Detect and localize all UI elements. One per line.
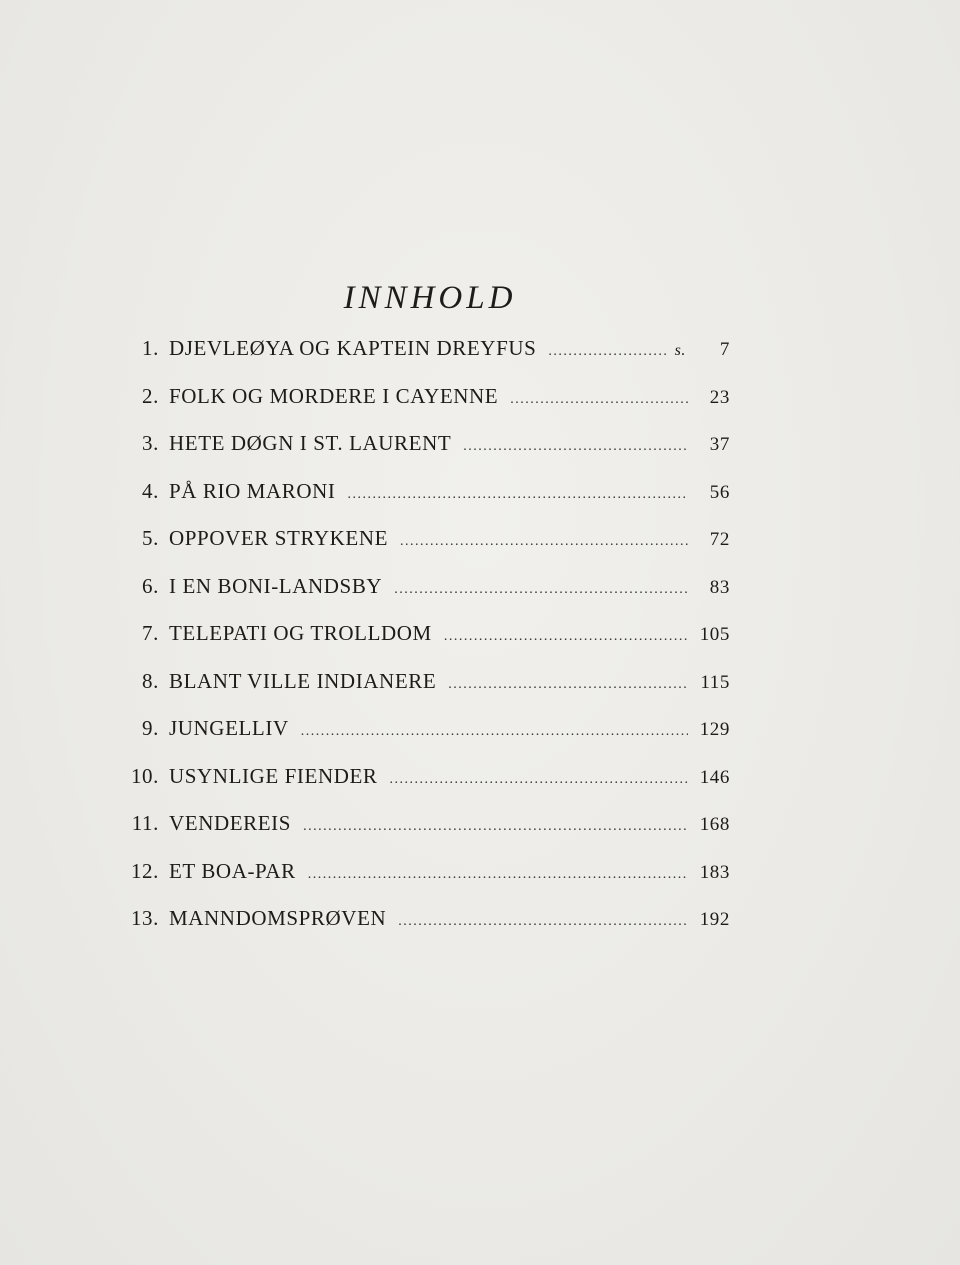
chapter-page-number: 168	[699, 814, 730, 835]
dot-leader	[548, 344, 668, 360]
chapter-page-number: 105	[699, 624, 730, 645]
chapter-title: PÅ RIO MARONI	[169, 478, 336, 503]
chapter-page-number: 183	[699, 861, 730, 883]
chapter-page-number: 72	[709, 529, 730, 550]
chapter-number: 5.	[142, 526, 159, 550]
toc-entry	[115, 479, 730, 527]
dot-leader	[400, 534, 688, 550]
chapter-page-number: 7	[719, 339, 730, 360]
chapter-title: MANNDOMSPRØVEN	[169, 906, 387, 930]
chapter-page-number: 146	[699, 766, 730, 788]
toc-entry	[115, 859, 730, 907]
chapter-number: 10.	[130, 763, 159, 788]
dot-leader	[301, 724, 688, 740]
toc-entry	[115, 669, 730, 717]
toc-entry	[115, 526, 730, 574]
chapter-title: JUNGELLIV	[169, 716, 289, 740]
chapter-number: 4.	[142, 478, 159, 503]
chapter-number: 6.	[142, 573, 159, 598]
toc-entry	[115, 574, 730, 622]
dot-leader	[308, 867, 688, 883]
chapter-page-number: 56	[709, 481, 730, 503]
dot-leader	[463, 439, 688, 455]
chapter-page-number: 129	[699, 719, 730, 740]
page-title: INNHOLD	[343, 280, 517, 317]
chapter-title: VENDEREIS	[169, 811, 292, 835]
chapter-title: HETE DØGN I ST. LAURENT	[169, 431, 452, 455]
chapter-title: I EN BONI-LANDSBY	[169, 573, 383, 598]
toc-entry	[115, 764, 730, 812]
chapter-number: 3.	[142, 431, 159, 455]
dot-leader	[394, 582, 688, 598]
chapter-page-number: 192	[699, 909, 730, 930]
chapter-title: OPPOVER STRYKENE	[169, 526, 389, 550]
dot-leader	[303, 819, 688, 835]
dot-leader	[510, 392, 688, 408]
page-abbreviation: s.	[674, 342, 686, 359]
dot-leader	[444, 629, 688, 645]
chapter-number: 7.	[142, 621, 159, 645]
chapter-number: 12.	[130, 858, 159, 883]
chapter-number: 9.	[142, 716, 159, 740]
chapter-page-number: 83	[709, 576, 730, 598]
chapter-title: BLANT VILLE INDIANERE	[169, 668, 437, 693]
chapter-number: 11.	[131, 811, 159, 835]
chapter-title: USYNLIGE FIENDER	[169, 763, 378, 788]
table-of-contents	[115, 336, 730, 954]
chapter-number: 2.	[142, 383, 159, 408]
chapter-number: 13.	[130, 906, 159, 930]
chapter-title: FOLK OG MORDERE I CAYENNE	[169, 383, 499, 408]
toc-entry	[115, 811, 730, 859]
chapter-number: 1.	[142, 336, 159, 360]
chapter-number: 8.	[142, 668, 159, 693]
toc-entry	[115, 906, 730, 954]
toc-entry	[115, 384, 730, 432]
dot-leader	[398, 914, 688, 930]
dot-leader	[390, 772, 688, 788]
chapter-title: TELEPATI OG TROLLDOM	[169, 621, 432, 645]
dot-leader	[347, 487, 688, 503]
toc-entry	[115, 431, 730, 479]
dot-leader	[448, 677, 688, 693]
chapter-title: DJEVLEØYA OG KAPTEIN DREYFUS	[169, 336, 537, 360]
toc-entry	[115, 621, 730, 669]
chapter-title: ET BOA-PAR	[169, 858, 296, 883]
toc-entry	[115, 716, 730, 764]
chapter-page-number: 37	[709, 434, 730, 455]
toc-entry	[115, 336, 730, 384]
chapter-page-number: 115	[700, 671, 730, 693]
chapter-page-number: 23	[709, 386, 730, 408]
